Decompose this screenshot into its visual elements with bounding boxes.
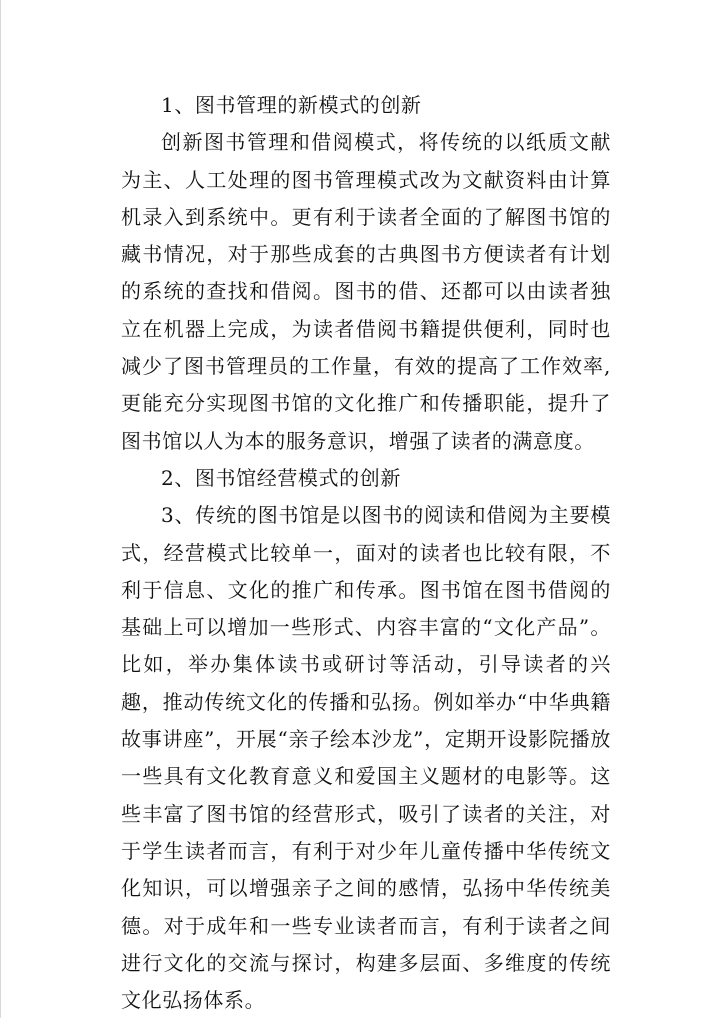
section-heading-1: 1、图书管理的新模式的创新 xyxy=(161,93,422,117)
section-heading-2: 2、图书馆经营模式的创新 xyxy=(161,465,401,490)
paragraph-2: 3、传统的图书馆是以图书的阅读和借阅为主要模式，经营模式比较单一，面对的读者也比较有限，不利于信息、文化的推广和传承。图书馆在图书借阅的基础上可以增加一些形式、内容丰富的“文化产品”。比如，举办集体读书或研讨等活动，引导读者的兴趣，推动传统文化的传播和弘扬。例如举办“中华典籍故事讲座”，开展“亲子绘本沙龙”，定期开设影院播放一些具有文化教育意义和爱国主义题材的电影等。这些丰富了图书馆的经营形式，吸引了读者的关注，对于学生读者而言，有利于对少年儿童传播中华传统文化知识，可以增强亲子之间的感情，弘扬中华传统美德。对于成年和一些专业读者而言，有利于读者之间进行文化的交流与探讨，构建多层面、多维度的传统文化弘扬体系。 xyxy=(121,503,611,1013)
paragraph-1: 创新图书管理和借阅模式，将传统的以纸质文献为主、人工处理的图书管理模式改为文献资料由计算机录入到系统中。更有利于读者全面的了解图书馆的藏书情况，对于那些成套的古典图书方便读者有计划的系统的查找和借阅。图书的借、还都可以由读者独立在机器上完成，为读者借阅书籍提供便利，同时也减少了图书管理员的工作量，有效的提高了工作效率,更能充分实现图书馆的文化推广和传播职能，提升了图书馆以人为本的服务意识，增强了读者的满意度。 xyxy=(121,130,611,453)
document-body xyxy=(121,87,611,1019)
